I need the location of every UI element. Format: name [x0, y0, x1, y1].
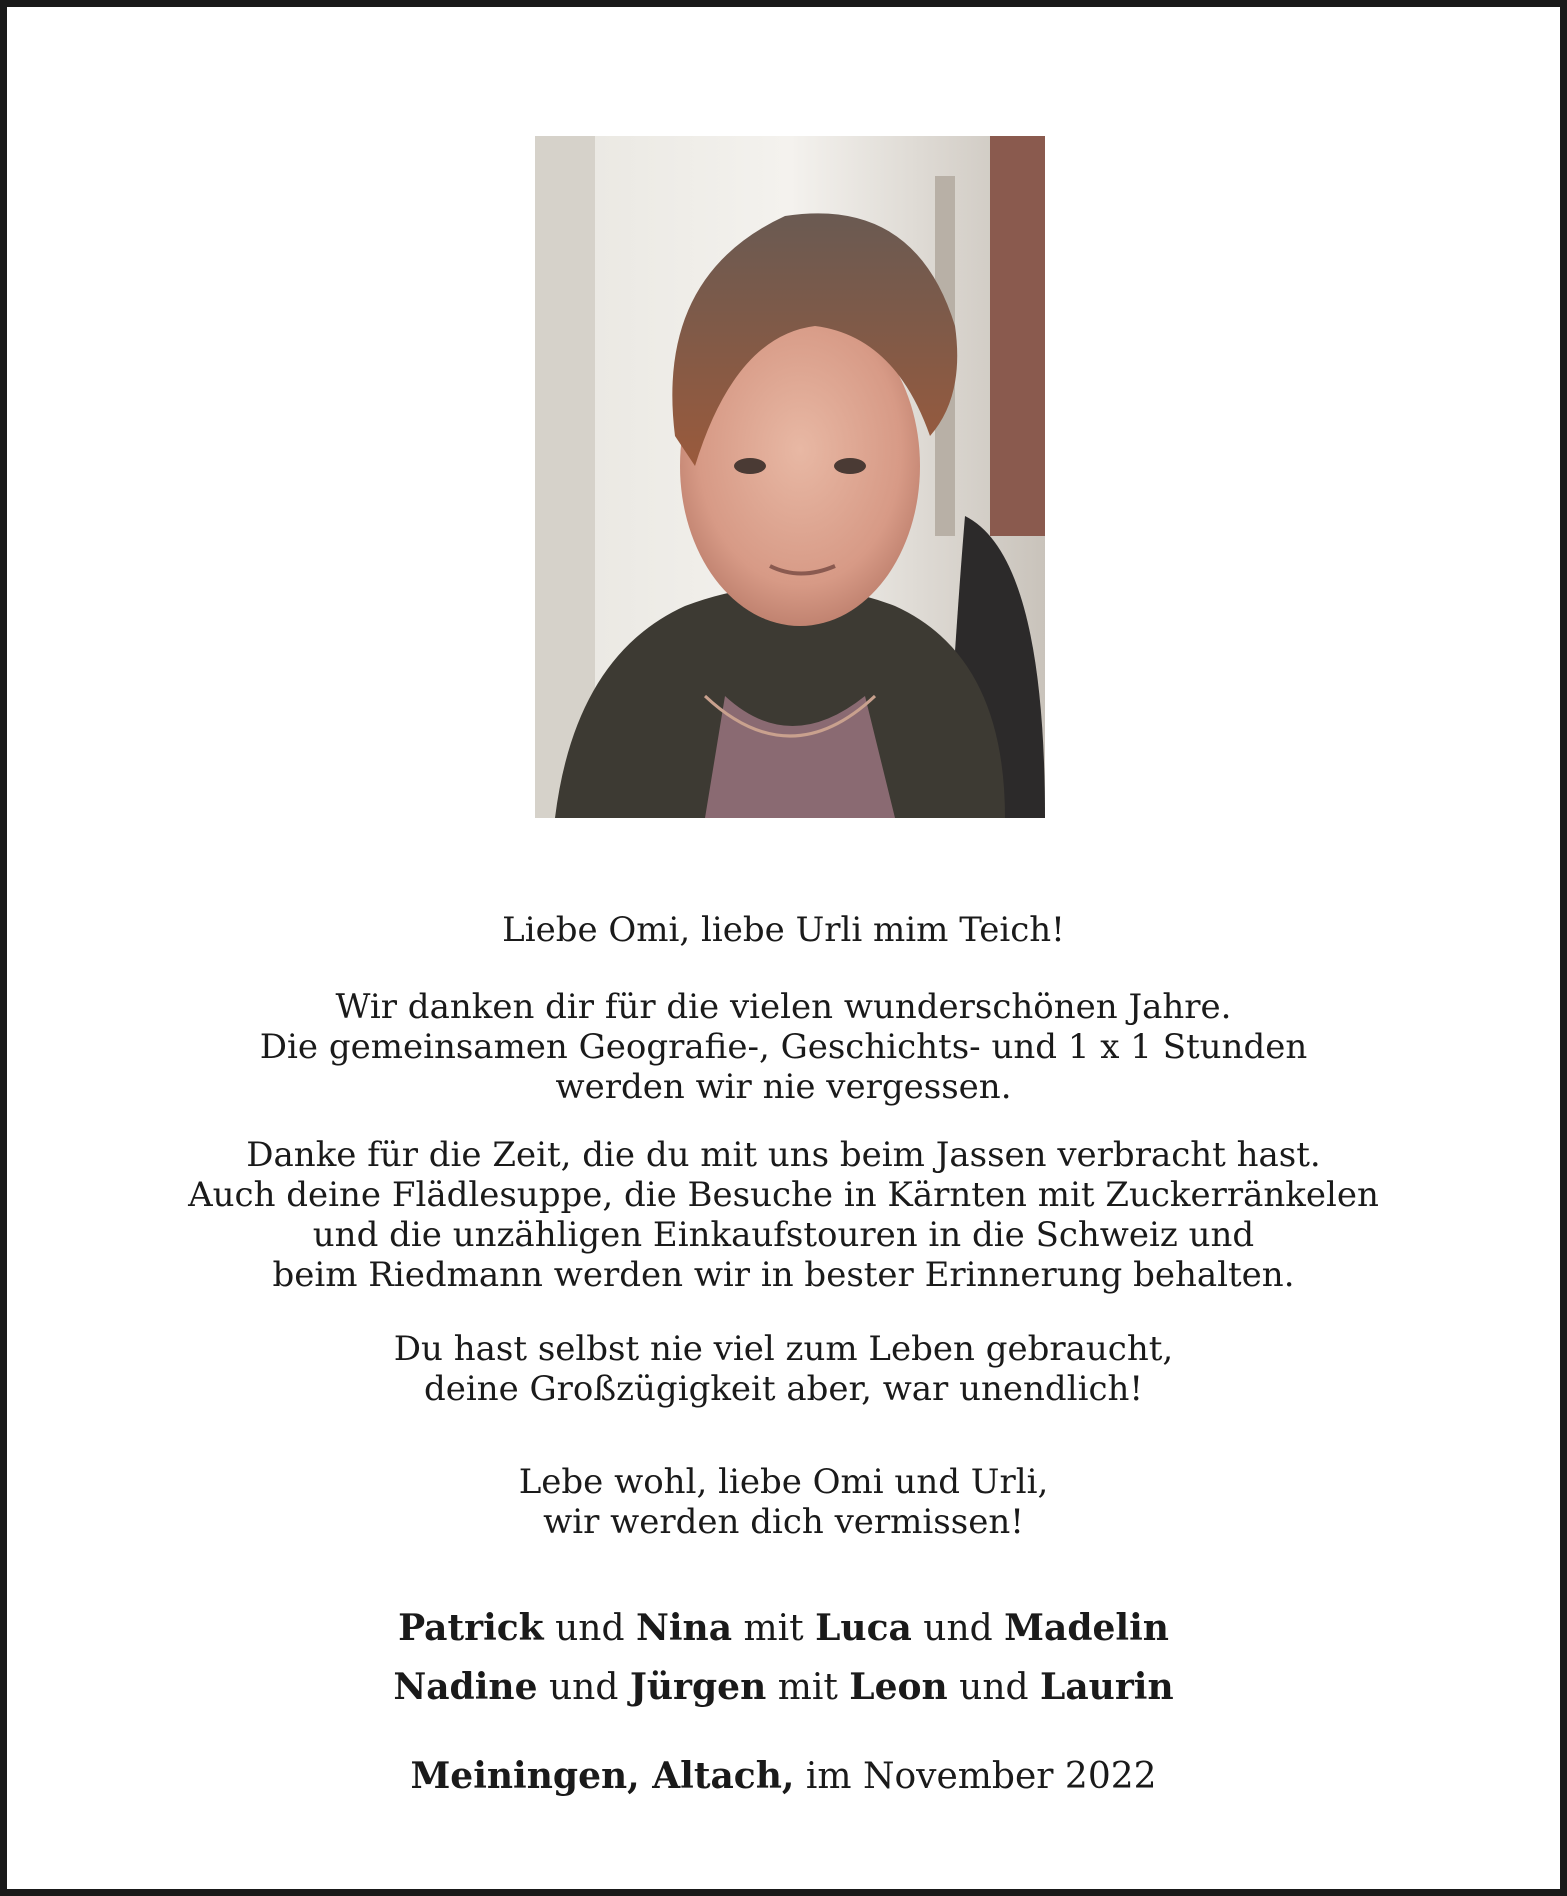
signature-name: Nina	[635, 1607, 733, 1649]
signatures	[67, 1599, 1500, 1717]
signature-name: Nadine	[393, 1666, 538, 1708]
text-line: Wir danken dir für die vielen wunderschönen Jahre.	[335, 987, 1232, 1027]
signature-conjunction: und	[959, 1667, 1029, 1708]
signature-line-1	[67, 1599, 1500, 1658]
portrait-image	[535, 136, 1045, 818]
text-line: Auch deine Flädlesuppe, die Besuche in Kärnten mit Zuckerränkelen	[188, 1175, 1379, 1215]
signature-conjunction: und	[555, 1608, 625, 1649]
signature-line-2	[67, 1658, 1500, 1717]
signature-name: Laurin	[1040, 1666, 1174, 1708]
signature-name: Leon	[849, 1666, 948, 1708]
signature-name: Madelin	[1004, 1607, 1169, 1649]
greeting	[67, 910, 1500, 950]
signature-name: Patrick	[398, 1607, 544, 1649]
date-text: im November 2022	[805, 1756, 1157, 1797]
signature-name: Luca	[815, 1607, 912, 1649]
paragraph-memories	[67, 1135, 1500, 1295]
signature-name: Jürgen	[629, 1666, 767, 1708]
signature-conjunction: mit	[743, 1608, 804, 1649]
text-line: Die gemeinsamen Geografie-, Geschichts- und 1 x 1 Stunden	[259, 1027, 1308, 1067]
text-line: beim Riedmann werden wir in bester Erinnerung behalten.	[272, 1255, 1295, 1295]
text-line: Du hast selbst nie viel zum Leben gebraucht,	[393, 1329, 1174, 1369]
place-date-line	[67, 1747, 1500, 1806]
signature-conjunction: mit	[777, 1667, 838, 1708]
text-line: Lebe wohl, liebe Omi und Urli,	[518, 1462, 1049, 1502]
place-names: Meiningen, Altach,	[410, 1755, 795, 1797]
text-line: deine Großzügigkeit aber, war unendlich!	[423, 1369, 1144, 1409]
text-line: wir werden dich vermissen!	[543, 1502, 1024, 1542]
signature-conjunction: und	[548, 1667, 619, 1708]
text-line: und die unzähligen Einkaufstouren in die Schweiz und	[312, 1215, 1255, 1255]
paragraph-thanks	[67, 987, 1500, 1107]
greeting-line: Liebe Omi, liebe Urli mim Teich!	[502, 910, 1065, 950]
place-date	[67, 1747, 1500, 1806]
text-line: Danke für die Zeit, die du mit uns beim Jassen verbracht hast.	[246, 1135, 1321, 1175]
signature-conjunction: und	[923, 1608, 993, 1649]
farewell	[67, 1462, 1500, 1542]
paragraph-generosity	[67, 1329, 1500, 1409]
text-line: werden wir nie vergessen.	[555, 1067, 1012, 1107]
portrait-photo	[535, 136, 1045, 818]
